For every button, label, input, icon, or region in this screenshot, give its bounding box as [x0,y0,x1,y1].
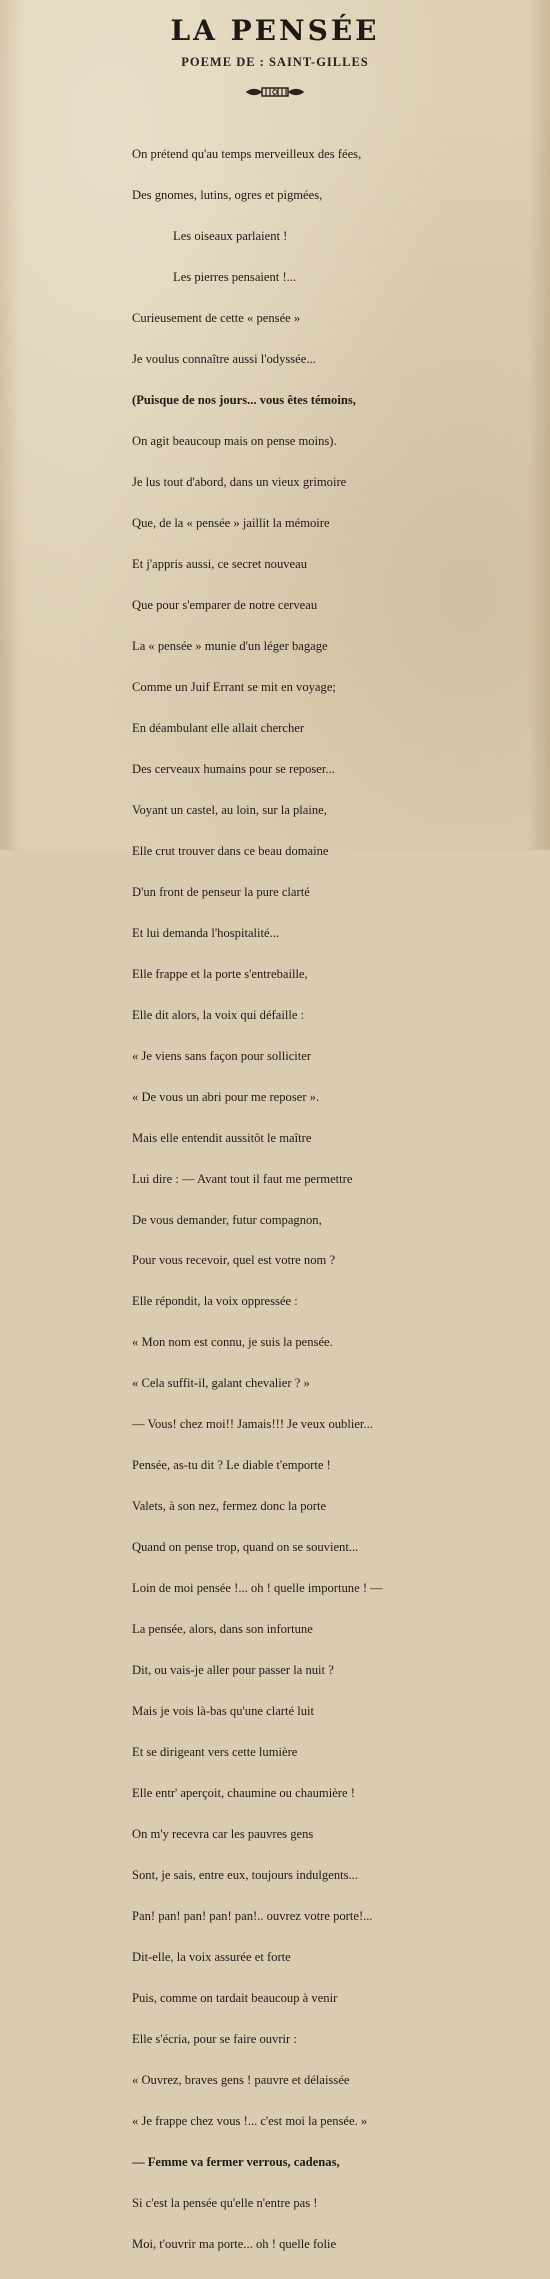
poem-line: « Mon nom est connu, je suis la pensée. [132,1335,333,1350]
poem-line: « Ouvrez, braves gens ! pauvre et délaissée [132,2072,350,2087]
poem-line: Curieusement de cette « pensée » [132,311,301,326]
poem-line: On m'y recevra car les pauvres gens [132,1827,314,1842]
poem-line: Lui dire : — Avant tout il faut me permettre [132,1171,353,1186]
poem-line: Pan! pan! pan! pan! pan!.. ouvrez votre porte!... [132,1908,373,1923]
poem-line: Je lus tout d'abord, dans un vieux grimoire [132,475,347,490]
poem-body [132,121,432,2279]
page-subtitle: POEME DE : SAINT-GILLES [181,55,369,69]
poem-line: « Je frappe chez vous !... c'est moi la pensée. » [132,2113,368,2128]
poem-line: Je voulus connaître aussi l'odyssée... [132,352,316,367]
poem-line: Voyant un castel, au loin, sur la plaine, [132,802,327,817]
poem-line: Elle s'écria, pour se faire ouvrir : [132,2031,297,2046]
poem-line: Pensée, as-tu dit ? Le diable t'emporte ! [132,1458,331,1473]
poem-line: La « pensée » munie d'un léger bagage [132,638,328,653]
poem-line: Quand on pense trop, quand on se souvient... [132,1540,359,1555]
poem-line: Et j'appris aussi, ce secret nouveau [132,557,308,571]
poem-line: Les pierres pensaient !... [173,270,297,285]
poem-line: Elle répondit, la voix oppressée : [132,1294,298,1309]
poem-line: Sont, je sais, entre eux, toujours indulgents... [132,1868,358,1882]
poem-line: Mais elle entendit aussitôt le maître [132,1130,312,1145]
poem-line: Loin de moi pensée !... oh ! quelle importune ! — [132,1581,383,1596]
poem-line: Des gnomes, lutins, ogres et pigmées, [132,188,323,203]
poem-line: Dit-elle, la voix assurée et forte [132,1949,291,1964]
poem-line: Que, de la « pensée » jaillit la mémoire [132,516,330,531]
poem-line: (Puisque de nos jours... vous êtes témoins, [132,393,356,408]
poem-line: Dit, ou vais-je aller pour passer la nuit ? [132,1663,334,1678]
poem-line: Que pour s'emparer de notre cerveau [132,597,318,612]
poem-line: « Cela suffit-il, galant chevalier ? » [132,1376,310,1391]
poem-line: Si c'est la pensée qu'elle n'entre pas ! [132,2195,318,2210]
poem-line: Puis, comme on tardait beaucoup à venir [132,1990,338,2005]
page-title: LA PENSÉE [170,14,380,47]
poem-line: La pensée, alors, dans son infortune [132,1622,313,1637]
poem-line: Pour vous recevoir, quel est votre nom ? [132,1253,336,1268]
poem-line: En déambulant elle allait chercher [132,720,305,735]
poem-line: Et lui demanda l'hospitalité... [132,925,280,940]
poem-line: Elle frappe et la porte s'entrebaille, [132,966,308,981]
poem-line: Mais je vois là-bas qu'une clarté luit [132,1704,315,1719]
poem-line: Elle dit alors, la voix qui défaille : [132,1007,305,1022]
poem-line: « De vous un abri pour me reposer ». [132,1089,320,1104]
poem-line: — Femme va fermer verrous, cadenas, [132,2154,340,2169]
poem-line: D'un front de penseur la pure clarté [132,884,310,899]
poem-line: Les oiseaux parlaient ! [173,229,288,244]
poem-line: Et se dirigeant vers cette lumière [132,1745,298,1760]
poem-line: Comme un Juif Errant se mit en voyage; [132,679,336,694]
poem-line: On prétend qu'au temps merveilleux des fées, [132,147,362,162]
poem-line: « Je viens sans façon pour solliciter [132,1048,312,1063]
decorative-divider-icon [244,84,306,100]
poem-line: Valets, à son nez, fermez donc la porte [132,1499,327,1514]
poem-line: Elle crut trouver dans ce beau domaine [132,843,329,858]
poem-line: On agit beaucoup mais on pense moins). [132,434,337,449]
poem-line: Elle entr' aperçoit, chaumine ou chaumière ! [132,1786,355,1801]
poem-line: Des cerveaux humains pour se reposer... [132,761,335,776]
poem-line: — Vous! chez moi!! Jamais!!! Je veux oublier... [132,1417,373,1432]
poem-line: Moi, t'ouvrir ma porte... oh ! quelle folie [132,2236,337,2251]
poem-line: De vous demander, futur compagnon, [132,1212,322,1227]
